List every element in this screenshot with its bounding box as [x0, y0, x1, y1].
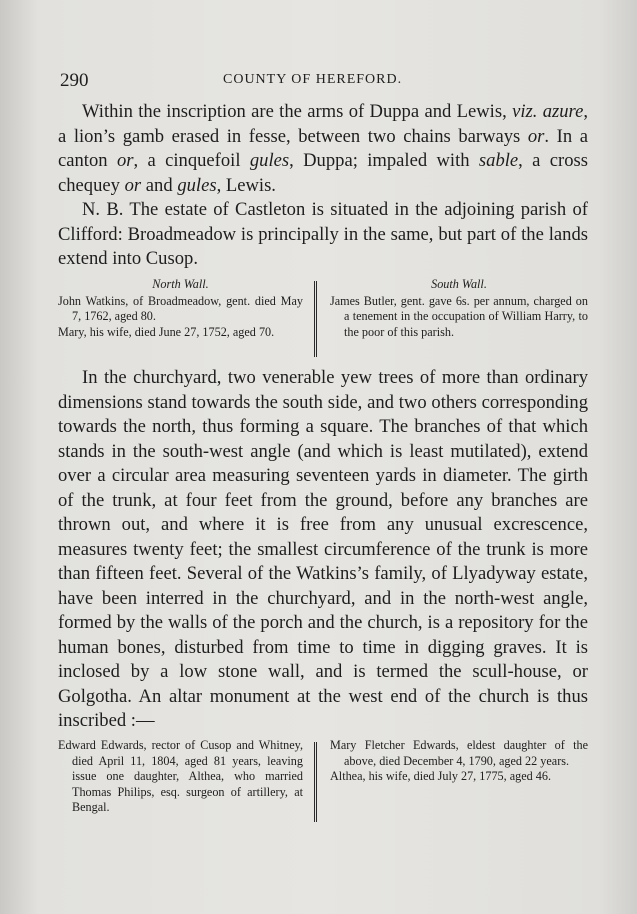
monument-inscriptions: [58, 738, 588, 824]
south-wall-column: [330, 277, 588, 340]
paragraph-note: N. B. The estate of Castleton is situated in the adjoining parish of Clifford: Broadmeadow is principally in the same, but part of the lands extend into Cusop.: [58, 199, 588, 269]
inscription-entry: James Butler, gent. gave 6s. per annum, charged on a tenement in the occupation of William Harry, to the poor of this parish.: [330, 293, 588, 339]
inscription-entry: Althea, his wife, died July 27, 1775, aged 46.: [330, 769, 552, 784]
running-title: COUNTY OF HEREFORD.: [223, 72, 403, 87]
inscription-entry: John Watkins, of Broadmeadow, gent. died May 7, 1762, aged 80.: [58, 293, 303, 324]
page-header: [60, 70, 590, 94]
column-divider: [314, 281, 317, 357]
page-number: 290: [60, 70, 89, 91]
south-wall-heading: South Wall.: [431, 277, 487, 291]
inscription-entry: Mary, his wife, died June 27, 1752, aged 70.: [58, 324, 275, 339]
inscription-entry: Mary Fletcher Edwards, eldest daughter of the above, died December 4, 1790, aged 22 years.: [330, 738, 588, 768]
upper-text: [58, 100, 588, 272]
churchyard-text: [58, 366, 588, 734]
wall-inscriptions: [58, 277, 588, 359]
paragraph-arms: Within the inscription are the arms of Duppa and Lewis, viz. azure, a lion’s gamb erased in fesse, between two chains barways or. In a canton or, a cinquefoil gules, Duppa; impaled with sable, a cross chequey or and gules, Lewis.: [58, 101, 588, 196]
monument-left-column: [58, 738, 303, 816]
north-wall-column: [58, 277, 303, 340]
paragraph-churchyard: In the churchyard, two venerable yew trees of more than ordinary dimensions stand towards the south side, and two others corresponding towards the north, thus forming a square. The branches of that which stands in the south-west angle (and which is least mutilated), extend over a circular area measuring seventeen yards in diameter. The girth of the trunk, at four feet from the ground, before any branches are thrown out, and where it is free from any unusual excrescence, measures twenty feet; the smallest circumference of the trunk is more than fifteen feet. Several of the Watkins’s family, of Llyadyway estate, have been interred in the churchyard, and in the north-west angle, formed by the walls of the porch and the church, is a repository for the human bones, disturbed from time to time in digging graves. It is inclosed by a low stone wall, and is termed the scull-house, or Golgotha. An altar monument at the west end of the church is thus inscribed :—: [58, 367, 588, 731]
monument-right-column: [330, 738, 588, 785]
inscription-entry: Edward Edwards, rector of Cusop and Whitney, died April 11, 1804, aged 81 years, leaving issue one daughter, Althea, who married Thomas Philips, esq. surgeon of artillery, at Bengal.: [58, 738, 303, 815]
column-divider: [314, 742, 317, 822]
north-wall-heading: North Wall.: [152, 277, 209, 291]
